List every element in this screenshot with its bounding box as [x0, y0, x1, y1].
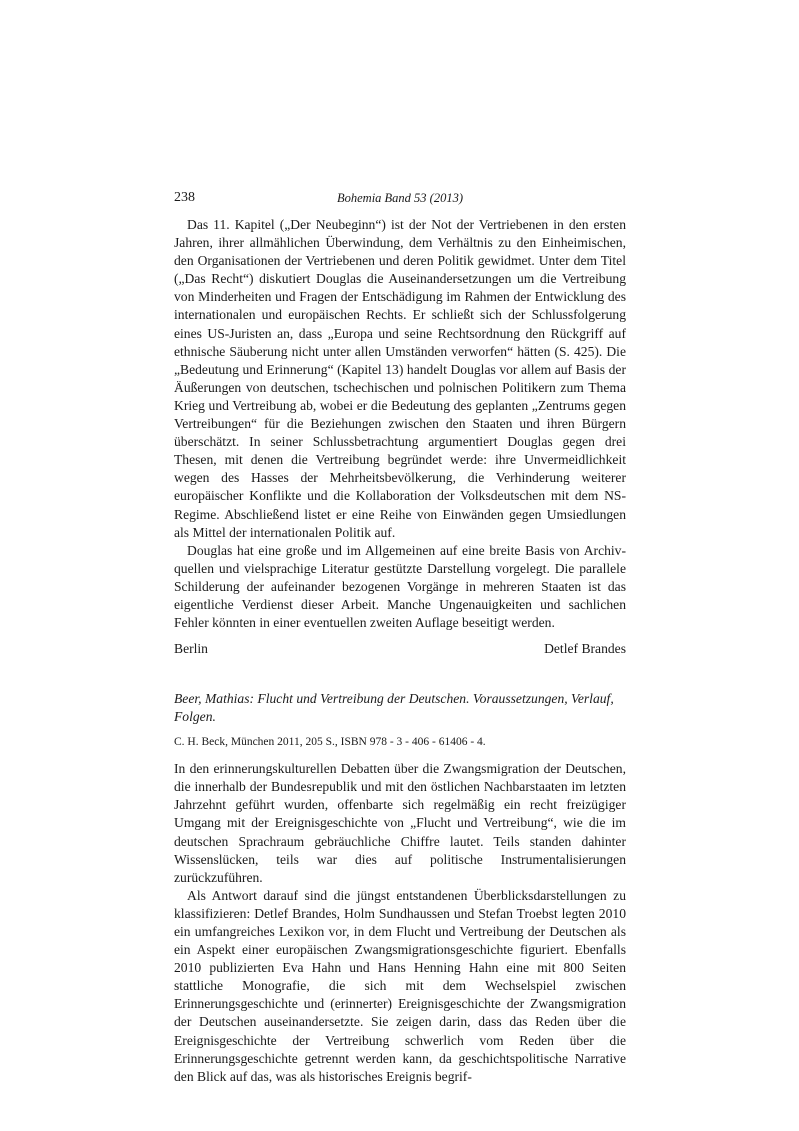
paragraph: In den erinnerungskulturellen Debatten über die Zwangsmigration der Deutschen, die innerhalb der Bundesrepublik und mit den östlichen Nachbarstaaten im letzten Jahrzehnt geführt wurden, offenbarte sich regelmäßig ein recht freizügiger Umgang mit der Ereignisgeschichte von „Flucht und Vertreibung“, wie die im deutschen Sprachraum gebräuchliche Chiffre lautet. Teils standen dahinter Wissenslücken, teils war dies auf politische Instrumentalisierungen zurückzuführen.: [174, 761, 626, 885]
reviewer-signature: [174, 640, 626, 658]
review-body: [174, 760, 626, 1086]
review-continuation: [174, 216, 626, 658]
running-head: Bohemia Band 53 (2013): [336, 191, 464, 205]
page-header: [174, 190, 626, 212]
paragraph: Als Antwort darauf sind die jüngst entstandenen Überblicksdarstellungen zu klassifizieren: Detlef Brandes, Holm Sundhaussen und Stefan Troebst legten 2010 ein umfangreiches Lexikon vor, in dem Flucht und Vertreibung der Deutschen als ein Aspekt einer europäischen Zwangsmigrationsgeschichte figuriert. Ebenfalls 2010 publizierten Eva Hahn und Hans Henning Hahn eine mit 800 Seiten stattliche Monografie, die sich mit dem Wechselspiel zwischen Erinnerungsgeschichte und (erinnerter) Ereignisgeschichte der Zwangsmigration der Deutschen auseinandersetzte. Sie zeigen darin, dass das Reden über die Ereignisgeschichte der Vertreibung schwerlich vom Reden über die Erinnerungsgeschichte getrennt werden kann, da geschichtspolitische Narrative den Blick auf das, was als historisches Ereignis begrif-: [174, 887, 626, 1084]
bibliographic-info: C. H. Beck, München 2011, 205 S., ISBN 978 - 3 - 406 - 61406 - 4.: [174, 736, 486, 749]
signature-place: Berlin: [174, 641, 208, 657]
paragraph: Douglas hat eine große und im Allgemeinen auf eine breite Basis von Archivquellen und vielsprachige Literatur gestützte Darstellung vorgelegt. Die parallele Schilderung der aufeinander bezogenen Vorgänge in mehreren Staaten ist das eigentliche Verdienst dieser Arbeit. Manche Ungenauigkeiten und sachlichen Fehler könnten in einer eventuellen zweiten Auflage beseitigt werden.: [174, 542, 626, 631]
document-page: [174, 190, 626, 1086]
paragraph: Das 11. Kapitel („Der Neubeginn“) ist der Not der Vertriebenen in den ersten Jahren, ihrer allmählichen Überwindung, dem Verhältnis zu den Einheimischen, den Organisationen der Vertriebenen und deren Politik gewidmet. Unter dem Titel („Das Recht“) diskutiert Douglas die Auseinandersetzungen um die Vertreibung von Minderheiten und Fragen der Entschädigung im Rahmen der Entwicklung des internationalen und europäischen Rechts. Er schließt sich der Schlussfolgerung eines US-Juristen an, dass „Europa und seine Rechtsordnung den Rückgriff auf ethnische Säuberung nicht unter allen Umständen verworfen“ hätten (S. 425). Die „Bedeutung und Erinnerung“ (Kapitel 13) handelt Douglas vor allem auf Basis der Äußerungen von deutschen, tschechischen und polnischen Politikern zum Thema Krieg und Vertreibung ab, wobei er die Bedeutung des geplanten „Zentrums gegen Vertreibungen“ für die Beziehungen zwischen den Staaten und ihren Bürgern überschätzt. In seiner Schlussbetrachtung argumentiert Douglas gegen drei Thesen, mit denen die Vertreibung begründet werde: ihre Unvermeidlichkeit wegen des Hasses der Mehrheitsbevölkerung, die Verhinderung weiterer europäischer Konflikte und die Kollaboration der Volksdeutschen mit dem NS-Regime. Abschließend listet er eine Reihe von Einwänden gegen Umsiedlungen als Mittel der internationalen Politik auf.: [174, 217, 626, 540]
page-number: 238: [174, 190, 195, 205]
review-title: Beer, Mathias: Flucht und Vertreibung der Deutschen. Voraussetzungen, Verlauf, Folgen.: [174, 691, 614, 725]
signature-reviewer: Detlef Brandes: [544, 641, 626, 657]
